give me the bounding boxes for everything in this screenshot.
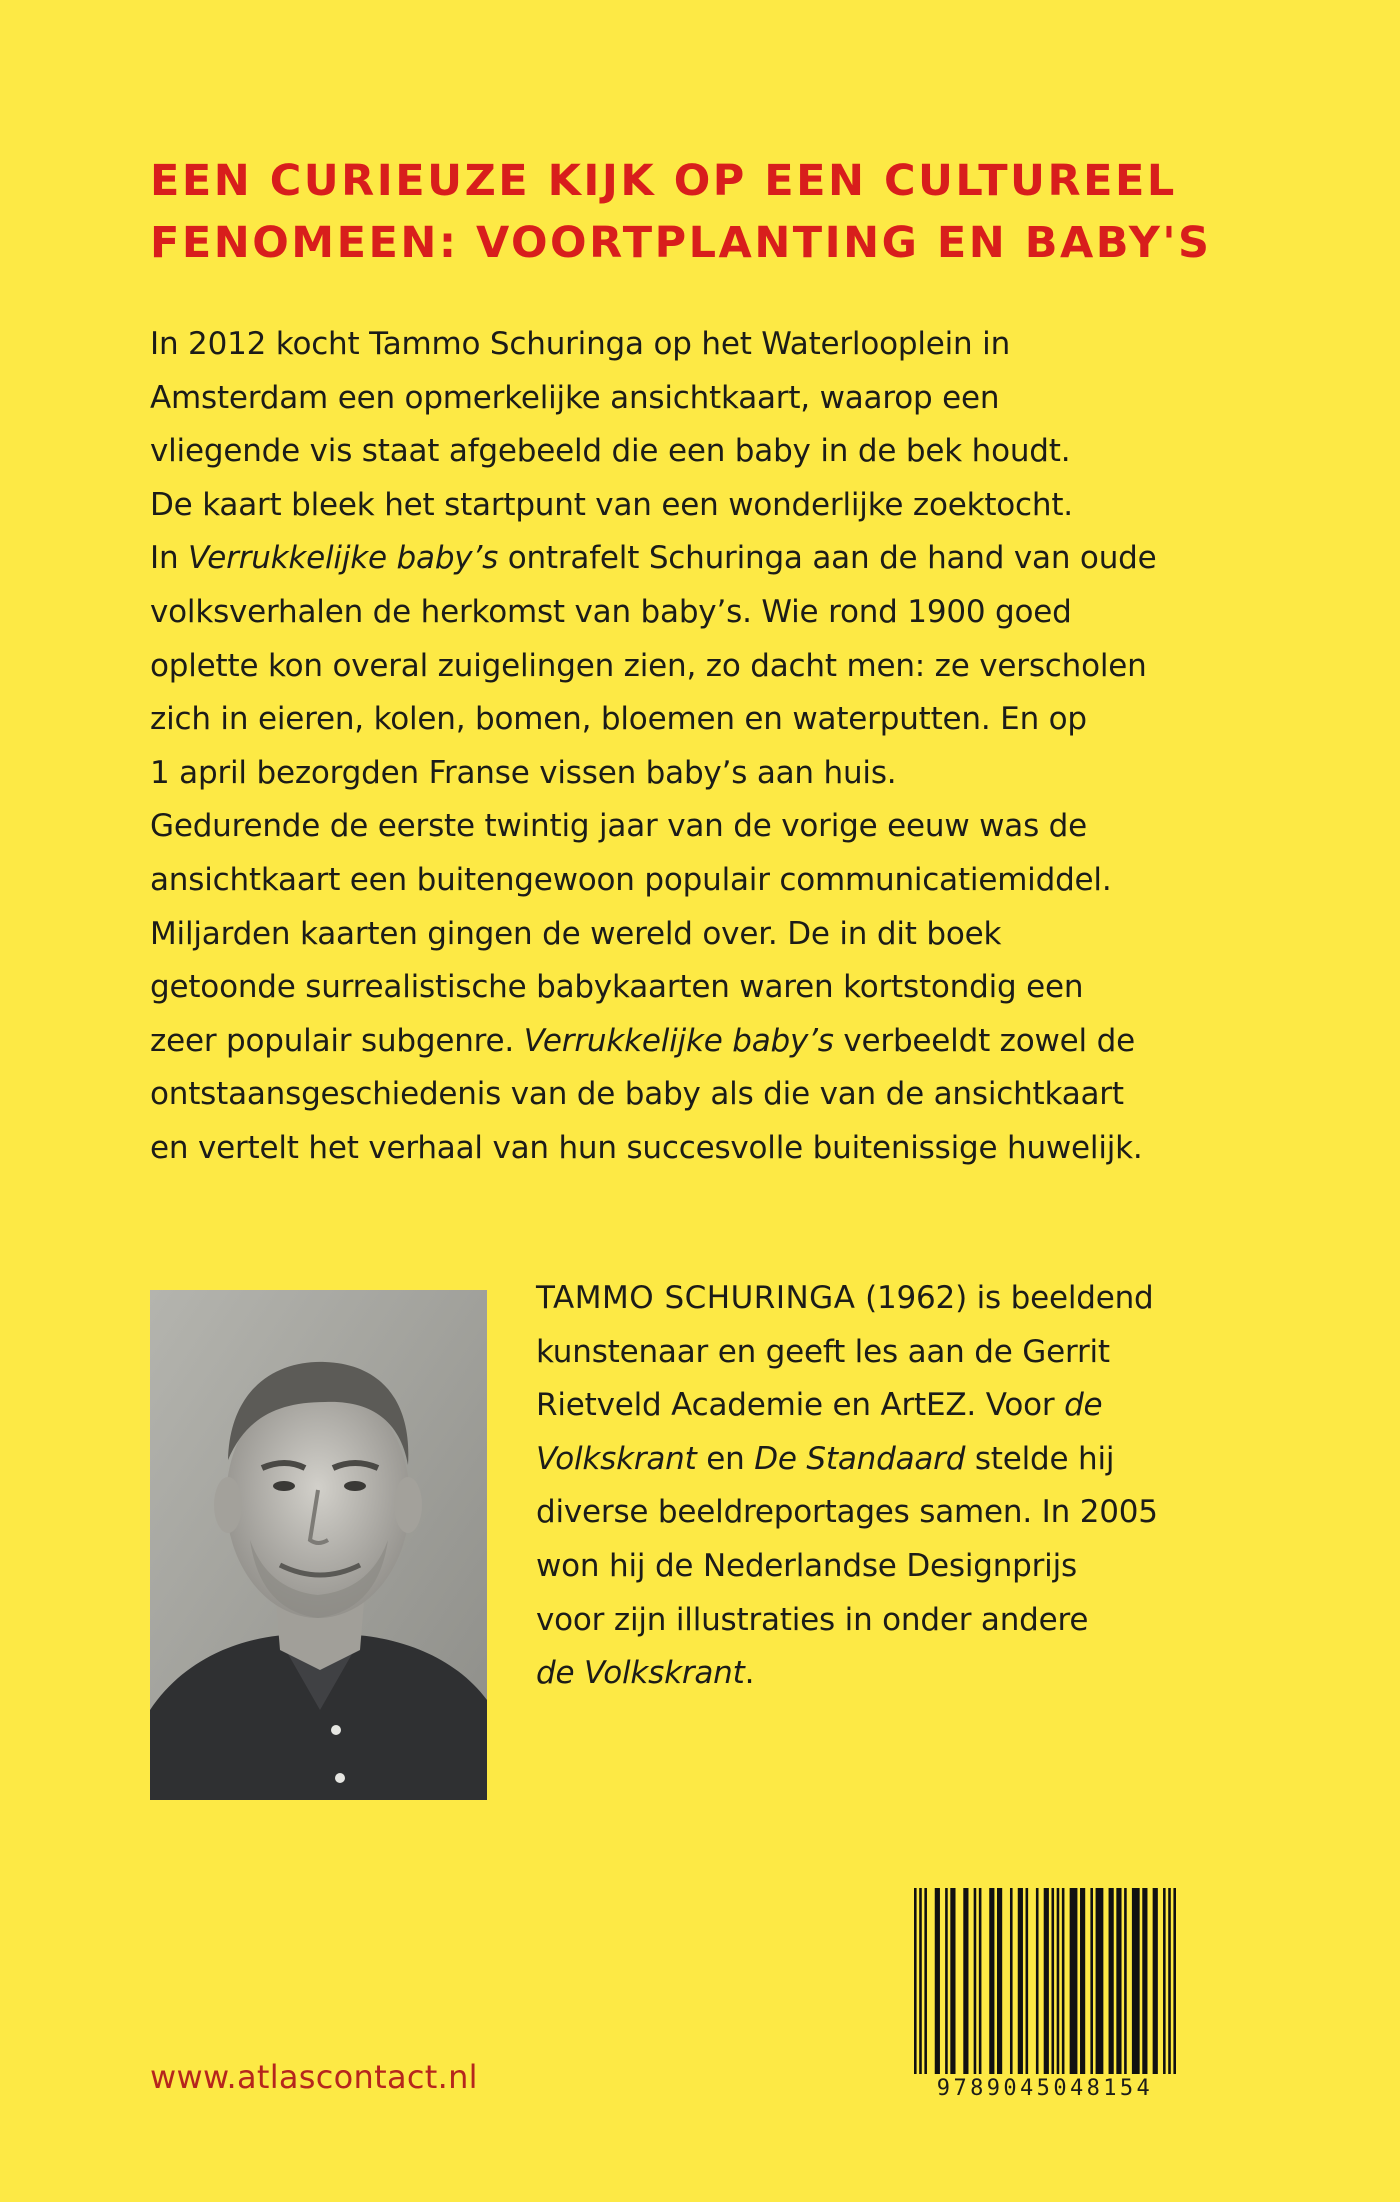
bio-line: won hij de Nederlandse Designprijs: [536, 1547, 1077, 1584]
barcode-bar: [945, 1888, 948, 2074]
description-line: zich in eieren, kolen, bomen, bloemen en waterputten. En op: [150, 701, 1087, 738]
bio-line: Volkskrant en De Standaard stelde hij: [536, 1440, 1115, 1477]
description-line: oplette kon overal zuigelingen zien, zo dacht men: ze verscholen: [150, 647, 1147, 684]
barcode-bar: [1109, 1888, 1114, 2074]
barcode-bars: [910, 1888, 1180, 2074]
barcode-bar: [979, 1888, 982, 2074]
barcode-bar: [1044, 1888, 1049, 2074]
description-line: In 2012 kocht Tammo Schuringa op het Waterlooplein in: [150, 326, 1011, 362]
bio-line: diverse beeldreportages samen. In 2005: [536, 1494, 1158, 1531]
barcode-bar: [1062, 1888, 1065, 2074]
barcode-bar: [997, 1888, 1002, 2074]
barcode-bar: [919, 1888, 922, 2074]
barcode-bar: [1010, 1888, 1013, 2074]
bio-line: voor zijn illustraties in onder andere: [536, 1601, 1089, 1638]
headline-line-1: EEN CURIEUZE KIJK OP EEN CULTUREEL: [150, 156, 1177, 206]
author-photo: [150, 1290, 487, 1800]
barcode-bar: [950, 1888, 955, 2074]
barcode-bar: [974, 1888, 977, 2074]
author-bio: [536, 1272, 1236, 1701]
bio-line: Rietveld Academie en ArtEZ. Voor de: [536, 1387, 1103, 1424]
barcode-bar: [1124, 1888, 1127, 2074]
barcode-bar: [1051, 1888, 1054, 2074]
barcode-bar: [924, 1888, 927, 2074]
barcode-bar: [1057, 1888, 1060, 2074]
barcode-bar: [1026, 1888, 1029, 2074]
publisher-website[interactable]: www.atlascontact.nl: [150, 2058, 478, 2096]
description-line: ansichtkaart een buitengewoon populair communicatiemiddel.: [150, 861, 1112, 898]
book-title: Verrukkelijke baby’s: [188, 540, 499, 577]
headline-line-2: FENOMEEN: VOORTPLANTING EN BABY'S: [150, 218, 1212, 268]
description-line: Gedurende de eerste twintig jaar van de vorige eeuw was de: [150, 808, 1088, 845]
description-line: De kaart bleek het startpunt van een wonderlijke zoektocht.: [150, 486, 1073, 523]
description-line: 1 april bezorgden Franse vissen baby’s aan huis.: [150, 754, 897, 791]
barcode-bar: [1090, 1888, 1093, 2074]
isbn-barcode: [910, 1888, 1180, 2103]
description-line: getoonde surrealistische babykaarten waren kortstondig een: [150, 969, 1084, 1006]
description-line: volksverhalen de herkomst van baby’s. Wie rond 1900 goed: [150, 593, 1072, 630]
book-title: Verrukkelijke baby’s: [523, 1022, 834, 1059]
book-description: [150, 318, 1270, 1176]
author-name: TAMMO SCHURINGA: [536, 1280, 856, 1316]
description-line: In Verrukkelijke baby’s ontrafelt Schuringa aan de hand van oude: [150, 540, 1157, 577]
barcode-bar: [1036, 1888, 1039, 2074]
barcode-bar: [1173, 1888, 1176, 2074]
description-line: ontstaansgeschiedenis van de baby als die van de ansichtkaart: [150, 1076, 1124, 1113]
barcode-bar: [989, 1888, 994, 2074]
barcode-bar: [963, 1888, 968, 2074]
barcode-bar: [1153, 1888, 1158, 2074]
barcode-bar: [1132, 1888, 1140, 2074]
barcode-bar: [1018, 1888, 1023, 2074]
barcode-bar: [1168, 1888, 1171, 2074]
description-line: Miljarden kaarten gingen de wereld over. De in dit boek: [150, 915, 1002, 952]
bio-line: kunstenaar en geeft les aan de Gerrit: [536, 1333, 1110, 1370]
bio-line: de Volkskrant.: [536, 1655, 755, 1692]
barcode-bar: [1116, 1888, 1121, 2074]
barcode-bar: [935, 1888, 940, 2074]
description-line: vliegende vis staat afgebeeld die een baby in de bek houdt.: [150, 433, 1071, 470]
isbn-number: 9789045048154: [936, 2076, 1154, 2101]
barcode-bar: [1163, 1888, 1166, 2074]
barcode-bar: [1142, 1888, 1147, 2074]
description-line: en vertelt het verhaal van hun succesvolle buitenissige huwelijk.: [150, 1129, 1143, 1166]
barcode-bar: [914, 1888, 917, 2074]
description-line: Amsterdam een opmerkelijke ansichtkaart, waarop een: [150, 379, 1000, 416]
barcode-bar: [1070, 1888, 1078, 2074]
barcode-bar: [1096, 1888, 1104, 2074]
headline: [150, 150, 1300, 274]
description-line: zeer populair subgenre. Verrukkelijke baby’s verbeeldt zowel de: [150, 1022, 1135, 1059]
bio-line: TAMMO SCHURINGA (1962) is beeldend: [536, 1280, 1154, 1316]
barcode-bar: [1080, 1888, 1085, 2074]
